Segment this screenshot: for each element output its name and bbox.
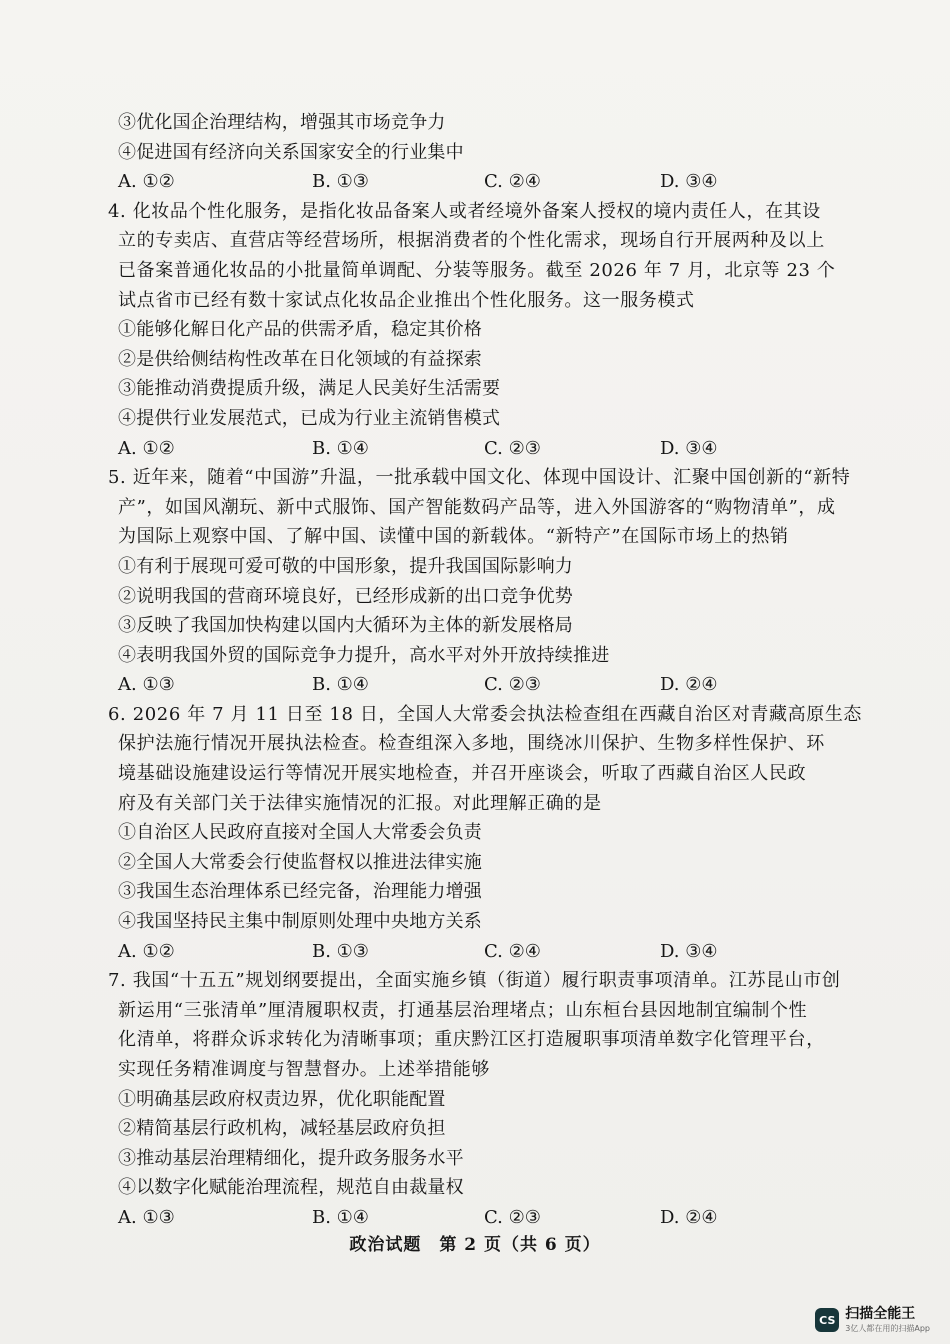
option-2: ②全国人大常委会行使监督权以推进法律实施 (118, 851, 482, 873)
answer-b: B. ①④ (312, 437, 369, 459)
option-3: ③优化国企治理结构，增强其市场竞争力 (118, 112, 446, 133)
question-stem-line: 实现任务精准调度与智慧督办。上述举措能够 (118, 1059, 490, 1080)
answer-c: C. ②③ (484, 437, 541, 459)
answer-d: D. ③④ (660, 940, 718, 962)
question-stem-line: 府及有关部门关于法律实施情况的汇报。对此理解正确的是 (118, 792, 602, 814)
watermark-app-name: 扫描全能王 (845, 1306, 916, 1322)
answer-a: A. ①② (118, 437, 175, 459)
question-stem-line: 5. 近年来，随着“中国游”升温，一批承载中国文化、体现中国设计、汇聚中国创新的“新特 (108, 467, 851, 489)
answer-choices (118, 670, 808, 700)
question-stem-line: 为国际上观察中国、了解中国、读懂中国的新载体。“新特产”在国际市场上的热销 (118, 526, 789, 548)
option-2: ②说明我国的营商环境良好，已经形成新的出口竞争优势 (118, 585, 573, 607)
question-stem-line: 保护法施行情况开展执法检查。检查组深入多地，围绕冰川保护、生物多样性保护、环 (118, 733, 825, 755)
question-stem-line: 产”，如国风潮玩、新中式服饰、国产智能数码产品等，进入外国游客的“购物清单”，成 (118, 496, 836, 518)
question-4 (108, 197, 836, 463)
answer-c: C. ②③ (484, 674, 541, 696)
option-4: ④表明我国外贸的国际竞争力提升，高水平对外开放持续推进 (118, 644, 610, 666)
option-1: ①自治区人民政府直接对全国人大常委会负责 (118, 822, 482, 844)
option-3: ③反映了我国加快构建以国内大循环为主体的新发展格局 (118, 615, 573, 637)
question-stem-line: 6. 2026 年 7 月 11 日至 18 日，全国人大常委会执法检查组在西藏自治区对青藏高原生态 (108, 703, 863, 725)
answer-choices (118, 434, 808, 464)
answer-c: C. ②③ (484, 1206, 541, 1228)
question-3-continuation (118, 108, 808, 197)
question-stem-line: 试点省市已经有数十家试点化妆品企业推出个性化服务。这一服务模式 (118, 289, 695, 311)
option-2: ②精简基层行政机构，减轻基层政府负担 (118, 1118, 446, 1140)
answer-d: D. ②④ (660, 674, 718, 696)
option-4: ④促进国有经济向关系国家安全的行业集中 (118, 141, 464, 163)
option-1: ①有利于展现可爱可敬的中国形象，提升我国国际影响力 (118, 555, 573, 577)
page-footer: 政治试题 第 2 页（共 6 页） (349, 1235, 601, 1255)
page-content (108, 108, 863, 1233)
answer-choices (118, 937, 808, 967)
answer-c: C. ②④ (484, 940, 541, 962)
question-stem-line: 7. 我国“十五五”规划纲要提出，全面实施乡镇（街道）履行职责事项清单。江苏昆山市创 (108, 970, 841, 992)
answer-choices (118, 1203, 808, 1233)
answer-c: C. ②④ (484, 171, 541, 193)
answer-d: D. ②④ (660, 1206, 718, 1228)
question-stem-line: 已备案普通化妆品的小批量简单调配、分装等服务。截至 2026 年 7 月，北京等 23 个 (118, 259, 836, 281)
option-3: ③推动基层治理精细化，提升政务服务水平 (118, 1147, 464, 1169)
answer-b: B. ①③ (312, 940, 369, 962)
question-6 (108, 700, 863, 966)
answer-d: D. ③④ (660, 171, 718, 193)
question-stem-line: 新运用“三张清单”厘清履职权责，打通基层治理堵点；山东桓台县因地制宜编制个性 (118, 999, 808, 1021)
option-4: ④以数字化赋能治理流程，规范自由裁量权 (118, 1177, 464, 1199)
camscanner-logo-icon: CS (815, 1308, 839, 1332)
answer-choices (118, 167, 808, 197)
option-2: ②是供给侧结构性改革在日化领域的有益探索 (118, 348, 482, 370)
question-stem-line: 化清单，将群众诉求转化为清晰事项；重庆黔江区打造履职事项清单数字化管理平台， (118, 1029, 825, 1051)
answer-a: A. ①③ (118, 1206, 175, 1228)
option-4: ④我国坚持民主集中制原则处理中央地方关系 (118, 911, 482, 933)
answer-a: A. ①② (118, 940, 175, 962)
question-stem-line: 4. 化妆品个性化服务，是指化妆品备案人或者经境外备案人授权的境内责任人，在其设 (108, 200, 821, 222)
question-5 (108, 463, 851, 700)
question-stem-line: 境基础设施建设运行等情况开展实地检查，并召开座谈会，听取了西藏自治区人民政 (118, 763, 807, 785)
scanner-watermark (815, 1306, 930, 1334)
option-4: ④提供行业发展范式，已成为行业主流销售模式 (118, 407, 501, 429)
answer-b: B. ①④ (312, 1206, 369, 1228)
option-3: ③我国生态治理体系已经完备，治理能力增强 (118, 881, 482, 903)
watermark-tagline: 3亿人都在用的扫描App (845, 1324, 930, 1333)
option-1: ①明确基层政府权责边界，优化职能配置 (118, 1088, 446, 1110)
answer-a: A. ①② (118, 171, 175, 193)
question-stem-line: 立的专卖店、直营店等经营场所，根据消费者的个性化需求，现场自行开展两种及以上 (118, 230, 825, 252)
option-1: ①能够化解日化产品的供需矛盾，稳定其价格 (118, 319, 482, 341)
answer-b: B. ①④ (312, 674, 369, 696)
answer-a: A. ①③ (118, 674, 175, 696)
answer-d: D. ③④ (660, 437, 718, 459)
question-7 (108, 966, 841, 1232)
answer-b: B. ①③ (312, 171, 369, 193)
option-3: ③能推动消费提质升级，满足人民美好生活需要 (118, 378, 501, 400)
